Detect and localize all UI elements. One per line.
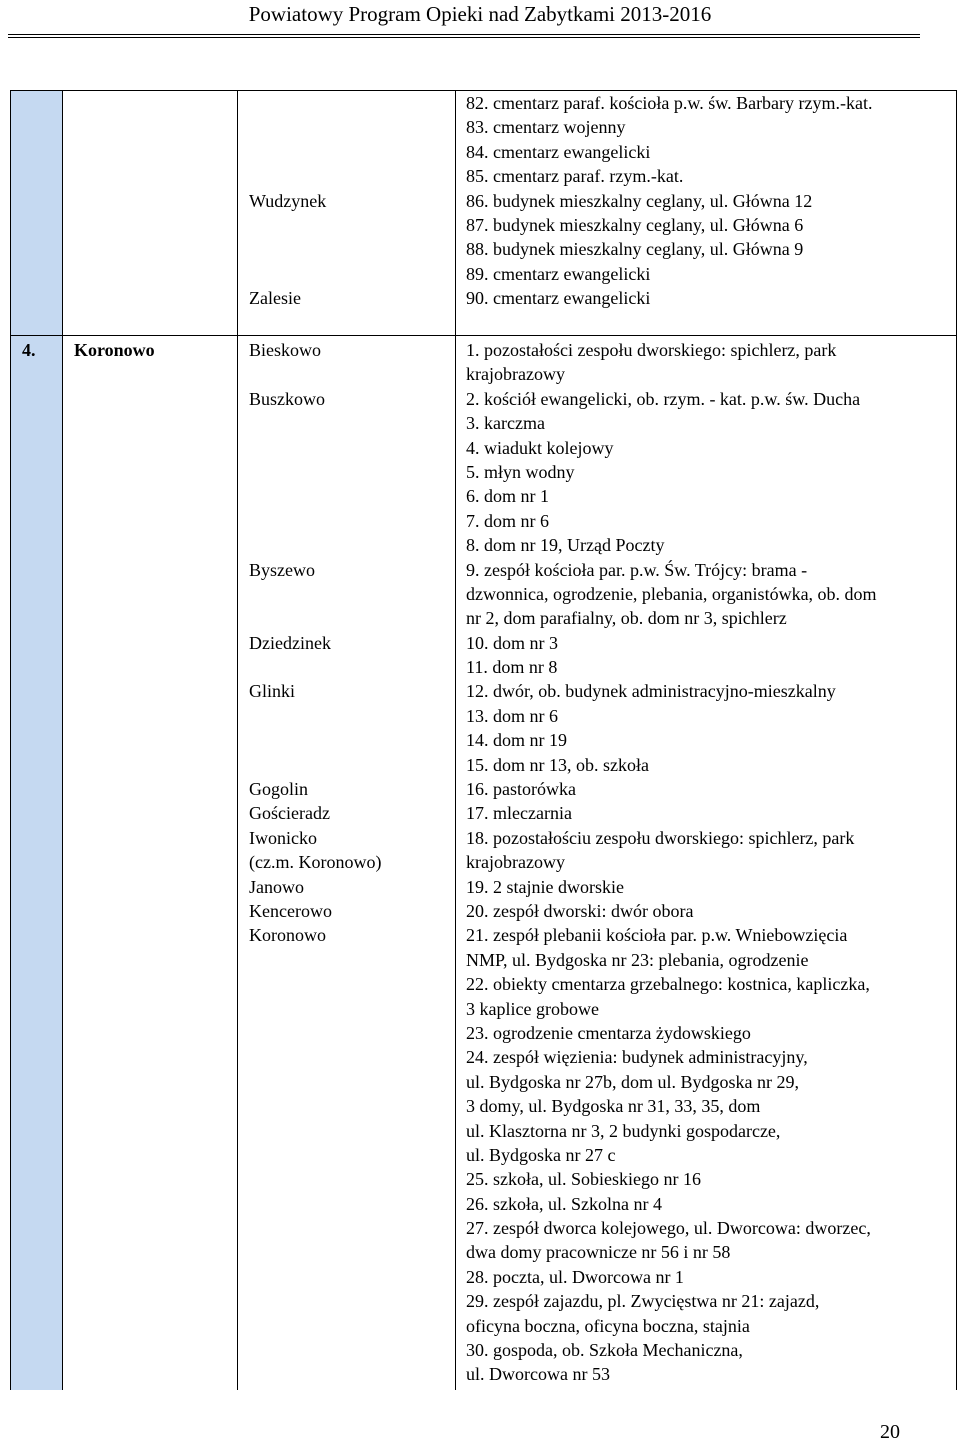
place-name: Iwonicko (249, 827, 317, 848)
gmina-name: Koronowo (74, 340, 155, 360)
place-name: Zalesie (249, 288, 301, 309)
place-spacer (249, 582, 381, 606)
table-divider-gmina (237, 90, 238, 1390)
monument-item: 2. kościół ewangelicki, ob. rzym. - kat. p.w. św. Ducha (466, 388, 861, 409)
place-spacer (249, 533, 381, 557)
monument-item: 29. zespół zajazdu, pl. Zwycięstwa nr 21: zajazd, (466, 1291, 820, 1312)
monument-item: 86. budynek mieszkalny ceglany, ul. Główna 12 (466, 190, 813, 211)
place-name: Gogolin (249, 779, 309, 800)
section-number: 4. (22, 340, 36, 360)
monument-item: 11. dom nr 8 (466, 657, 558, 678)
monument-item: nr 2, dom parafialny, ob. dom nr 3, spichlerz (466, 608, 787, 629)
place-spacer (249, 91, 326, 115)
table-divider-number (62, 90, 63, 1390)
document-title: Powiatowy Program Opieki nad Zabytkami 2013-2016 (248, 2, 712, 26)
place-spacer (249, 213, 326, 237)
monument-item: dwa domy pracownicze nr 56 i nr 58 (466, 1242, 731, 1263)
monument-item: 3 domy, ul. Bydgoska nr 31, 33, 35, dom (466, 1096, 761, 1117)
monument-item: 82. cmentarz paraf. kościoła p.w. św. Barbary rzym.-kat. (466, 93, 873, 113)
monument-item: 20. zespół dworski: dwór obora (466, 900, 694, 921)
monument-item: 4. wiadukt kolejowy (466, 437, 614, 458)
monument-list (466, 338, 877, 1387)
place-spacer (249, 164, 326, 188)
monument-list-continued (466, 91, 873, 311)
monument-item: ul. Klasztorna nr 3, 2 budynki gospodarcze, (466, 1120, 781, 1141)
place-spacer (249, 436, 381, 460)
monument-item: 27. zespół dworca kolejowego, ul. Dworcowa: dworzec, (466, 1218, 871, 1239)
monument-item: 24. zespół więzienia: budynek administracyjny, (466, 1047, 808, 1068)
monument-item: 18. pozostałościu zespołu dworskiego: spichlerz, park (466, 827, 855, 848)
monument-item: ul. Bydgoska nr 27 c (466, 1144, 616, 1165)
place-spacer (249, 753, 381, 777)
place-name: Janowo (249, 876, 304, 897)
monument-item: 3. karczma (466, 413, 545, 434)
monument-item: 30. gospoda, ob. Szkoła Mechaniczna, (466, 1340, 743, 1361)
monument-item: 19. 2 stajnie dworskie (466, 876, 624, 897)
monument-item: 90. cmentarz ewangelicki (466, 288, 651, 309)
monument-item: ul. Dworcowa nr 53 (466, 1364, 610, 1385)
monument-item: 28. poczta, ul. Dworcowa nr 1 (466, 1266, 684, 1287)
monument-item: 21. zespół plebanii kościoła par. p.w. Wniebowzięcia (466, 925, 848, 946)
monument-item: 5. młyn wodny (466, 461, 575, 482)
monument-item: 25. szkoła, ul. Sobieskiego nr 16 (466, 1169, 701, 1190)
table-border-right (956, 90, 957, 1390)
place-spacer (249, 115, 326, 139)
place-spacer (249, 655, 381, 679)
monument-item: 1. pozostałości zespołu dworskiego: spichlerz, park (466, 340, 837, 360)
monument-item: krajobrazowy (466, 852, 565, 873)
place-names-continued (249, 91, 326, 311)
monument-item: 84. cmentarz ewangelicki (466, 141, 651, 162)
monument-item: NMP, ul. Bydgoska nr 23: plebania, ogrodzenie (466, 949, 809, 970)
monument-item: 7. dom nr 6 (466, 510, 549, 531)
monument-item: 9. zespół kościoła par. p.w. Św. Trójcy: brama - (466, 559, 808, 580)
monument-item: 17. mleczarnia (466, 803, 572, 824)
monument-item: 12. dwór, ob. budynek administracyjno-mieszkalny (466, 681, 836, 702)
monument-item: 85. cmentarz paraf. rzym.-kat. (466, 166, 684, 187)
place-spacer (249, 140, 326, 164)
place-spacer (249, 362, 381, 386)
place-names (249, 338, 381, 948)
monument-item: 10. dom nr 3 (466, 632, 558, 653)
monument-item: 15. dom nr 13, ob. szkoła (466, 754, 649, 775)
place-name: Bieskowo (249, 340, 321, 360)
monument-item: oficyna boczna, oficyna boczna, stajnia (466, 1315, 750, 1336)
section-separator (10, 335, 956, 336)
monument-item: 3 kaplice grobowe (466, 998, 599, 1019)
monument-item: 26. szkoła, ul. Szkolna nr 4 (466, 1193, 662, 1214)
place-name: (cz.m. Koronowo) (249, 852, 382, 873)
number-column-shading (10, 90, 62, 1390)
place-name: Glinki (249, 681, 296, 702)
monument-item: 13. dom nr 6 (466, 705, 558, 726)
place-spacer (249, 704, 381, 728)
monument-item: 23. ogrodzenie cmentarza żydowskiego (466, 1022, 751, 1043)
place-spacer (249, 411, 381, 435)
place-spacer (249, 460, 381, 484)
place-spacer (249, 484, 381, 508)
table-divider-place (455, 90, 456, 1390)
monument-item: 22. obiekty cmentarza grzebalnego: kostnica, kapliczka, (466, 974, 870, 995)
table-border-left (10, 90, 11, 1390)
place-name: Byszewo (249, 559, 315, 580)
place-name: Kencerowo (249, 900, 332, 921)
place-name: Dziedzinek (249, 632, 331, 653)
monument-item: 87. budynek mieszkalny ceglany, ul. Główna 6 (466, 214, 804, 235)
place-name: Gościeradz (249, 803, 330, 824)
monument-item: ul. Bydgoska nr 27b, dom ul. Bydgoska nr 29, (466, 1071, 799, 1092)
monument-item: krajobrazowy (466, 364, 565, 385)
monument-item: 8. dom nr 19, Urząd Poczty (466, 535, 665, 556)
place-name: Buszkowo (249, 388, 325, 409)
monument-item: 14. dom nr 19 (466, 730, 567, 751)
place-name: Koronowo (249, 925, 326, 946)
monument-item: 16. pastorówka (466, 779, 576, 800)
place-spacer (249, 237, 326, 261)
monument-item: 6. dom nr 1 (466, 486, 549, 507)
monument-item: 88. budynek mieszkalny ceglany, ul. Główna 9 (466, 239, 804, 260)
page-number: 20 (880, 1421, 900, 1443)
place-spacer (249, 509, 381, 533)
place-spacer (249, 262, 326, 286)
place-name: Wudzynek (249, 190, 327, 211)
place-spacer (249, 606, 381, 630)
monument-item: dzwonnica, ogrodzenie, plebania, organistówka, ob. dom (466, 583, 877, 604)
monument-item: 83. cmentarz wojenny (466, 117, 626, 138)
monument-item: 89. cmentarz ewangelicki (466, 263, 651, 284)
place-spacer (249, 728, 381, 752)
